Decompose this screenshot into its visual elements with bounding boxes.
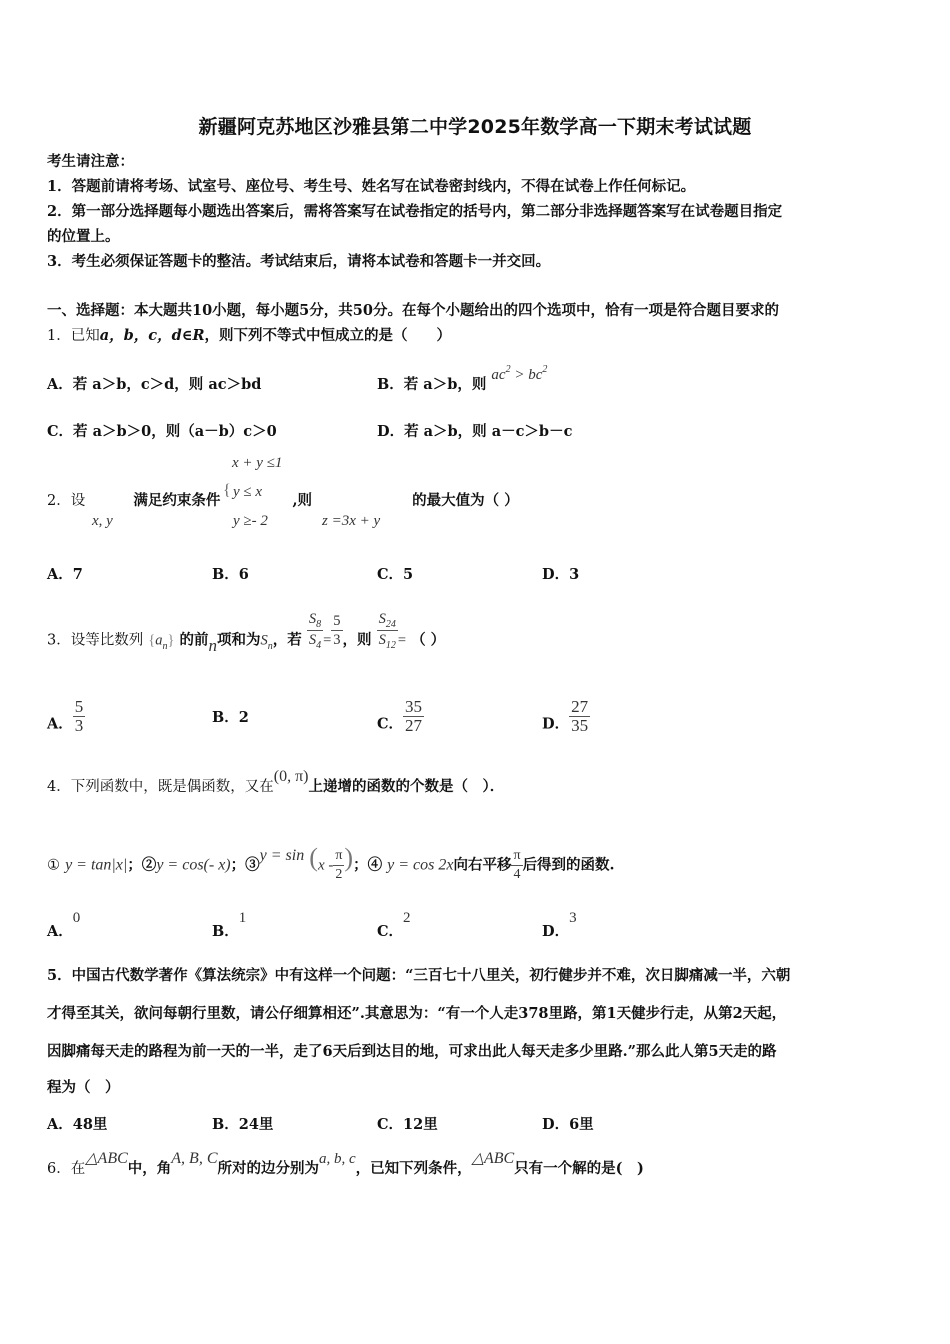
notice-item: 2．第一部分选择题每小题选出答案后，需将答案写在试卷指定的括号内，第二部分非选择题答案写在试卷题目指定 bbox=[47, 203, 783, 220]
variables: a，b，c，d∈R bbox=[99, 327, 205, 344]
option-d bbox=[542, 697, 590, 743]
option-label: C． bbox=[377, 715, 404, 733]
numerator: S bbox=[378, 611, 386, 627]
denominator: 4 bbox=[513, 867, 521, 882]
question-text: 上递增的函数的个数是（ ）． bbox=[308, 778, 505, 795]
math-term: ac bbox=[491, 367, 506, 383]
question-number: 3．设等比数列 bbox=[47, 632, 144, 649]
sequence-term: a bbox=[155, 632, 163, 649]
question-text: 的前 bbox=[179, 631, 209, 649]
question-text: 4．下列函数中，既是偶函数，又在 bbox=[47, 779, 274, 795]
separator: ；② bbox=[127, 856, 157, 874]
subscript: 12 bbox=[385, 640, 396, 651]
question-6-stem bbox=[47, 1150, 644, 1179]
brace-right-icon: } bbox=[167, 632, 175, 649]
circled-number: ① bbox=[47, 857, 60, 874]
question-text: 后得到的函数. bbox=[522, 856, 615, 874]
denominator: 3 bbox=[74, 716, 84, 735]
option-label: A． bbox=[47, 715, 73, 733]
question-text: （ ） bbox=[411, 631, 446, 649]
fraction bbox=[403, 698, 424, 735]
option-a: A．7 bbox=[47, 566, 83, 583]
denominator: S bbox=[378, 632, 386, 648]
denominator: 27 bbox=[405, 716, 423, 735]
constraint-2: y ≤ x bbox=[233, 484, 263, 500]
question-number: 2．设 bbox=[47, 493, 86, 509]
fraction bbox=[333, 847, 344, 884]
function-2: y = cos(- x) bbox=[156, 856, 231, 874]
fraction bbox=[511, 847, 522, 884]
question-text: ，则 bbox=[342, 631, 372, 649]
numerator: 5 bbox=[74, 697, 84, 716]
function-3: y = sin bbox=[259, 846, 305, 864]
question-text: ,则 bbox=[292, 492, 313, 509]
question-text: 的最大值为（ ） bbox=[412, 492, 519, 509]
option-label: B． bbox=[212, 923, 239, 940]
option-b: B．2 bbox=[212, 709, 249, 726]
option-c: C．12里 bbox=[377, 1116, 438, 1133]
section-heading: 一、选择题：本大题共10小题，每小题5分，共50分。在每个小题给出的四个选项中，恰有一项是符合题目要求的 bbox=[47, 302, 779, 319]
option-value: 2 bbox=[403, 910, 411, 926]
subscript: 4 bbox=[316, 640, 322, 651]
math-term: > bc bbox=[510, 367, 543, 383]
question-4-functions bbox=[47, 842, 615, 884]
question-5-line: 因脚痛每天走的路程为前一天的一半，走了6天后到达目的地，可求出此人每天走多少里路.”那么此人第5天走的路 bbox=[47, 1043, 777, 1060]
numerator: S bbox=[308, 611, 317, 627]
option-d: D．6里 bbox=[542, 1116, 594, 1133]
sides: a, b, c bbox=[318, 1151, 356, 1167]
option-c: C．5 bbox=[377, 566, 414, 583]
paren-right-icon: ) bbox=[344, 842, 354, 872]
option-b-math bbox=[491, 364, 548, 383]
page-title: 新疆阿克苏地区沙雅县第二中学2025年数学高一下期末考试试题 bbox=[198, 116, 752, 138]
fraction bbox=[377, 610, 398, 651]
separator: ；③ bbox=[230, 856, 260, 874]
option-b: B．24里 bbox=[212, 1116, 274, 1133]
numerator: π bbox=[511, 847, 522, 866]
denominator: S bbox=[308, 632, 317, 648]
subscript: 8 bbox=[316, 619, 322, 630]
function-3-arg: x - bbox=[317, 857, 334, 874]
question-5-line: 程为（ ） bbox=[47, 1079, 120, 1096]
question-5-line: 才得至其关，欲问每朝行里数，请公仔细算相还”.其意思为：“有一个人走378里路，第1天健步行走，从第2天起， bbox=[47, 1005, 787, 1022]
separator: ；④ bbox=[353, 856, 383, 874]
option-b bbox=[377, 364, 548, 394]
question-text: 满足约束条件 bbox=[133, 492, 221, 509]
brace-left-icon: { bbox=[148, 632, 156, 649]
objective-function: z =3x + y bbox=[322, 513, 381, 529]
subscript: n bbox=[267, 640, 273, 652]
question-text: 中，角 bbox=[127, 1160, 172, 1177]
fraction bbox=[73, 698, 86, 735]
question-5-line: 5．中国古代数学著作《算法统宗》中有这样一个问题：“三百七十八里关，初行健步并不难，次日脚痛减一半，六朝 bbox=[47, 967, 791, 984]
option-b bbox=[212, 910, 247, 941]
notice-item: 3．考生必须保证答题卡的整洁。考试结束后，请将本试卷和答题卡一并交回。 bbox=[47, 253, 551, 270]
option-value: 3 bbox=[569, 910, 577, 926]
brace-icon: { bbox=[223, 482, 231, 499]
option-d bbox=[542, 910, 577, 941]
question-text: 所对的边分别为 bbox=[217, 1160, 319, 1177]
option-label: D． bbox=[542, 715, 570, 733]
denominator: 35 bbox=[571, 716, 589, 735]
notice-heading: 考生请注意： bbox=[47, 153, 134, 170]
constraint-3: y ≥- 2 bbox=[233, 513, 268, 529]
triangle-symbol: △ABC bbox=[85, 1150, 128, 1167]
option-label: D． bbox=[542, 923, 570, 940]
numerator: 5 bbox=[333, 613, 341, 629]
subscript: 24 bbox=[385, 619, 396, 630]
denominator: 2 bbox=[335, 867, 343, 882]
option-d: D．若 a＞b，则 a－c＞b－c bbox=[377, 423, 573, 440]
equals-sign: = bbox=[397, 632, 407, 649]
question-text: 项和为 bbox=[217, 631, 261, 649]
function-1: y = tan|x| bbox=[65, 856, 128, 874]
option-c bbox=[377, 697, 424, 743]
equals-sign: = bbox=[323, 632, 332, 649]
numerator: 35 bbox=[405, 697, 423, 716]
variables: x, y bbox=[92, 513, 113, 529]
variable-n: n bbox=[208, 635, 218, 655]
fraction bbox=[331, 612, 342, 649]
numerator: π bbox=[333, 847, 344, 866]
option-label: C． bbox=[377, 923, 404, 940]
option-a bbox=[47, 697, 85, 743]
question-text: ，已知下列条件， bbox=[355, 1160, 472, 1177]
question-text: ，若 bbox=[272, 631, 302, 649]
notice-item: 的位置上。 bbox=[47, 228, 120, 245]
option-d: D．3 bbox=[542, 566, 580, 583]
question-text: 向右平移 bbox=[453, 856, 512, 874]
paren-left-icon: ( bbox=[309, 842, 318, 872]
option-b-text: B．若 a＞b，则 bbox=[377, 376, 487, 393]
sum-symbol: S bbox=[260, 632, 268, 649]
question-text: 只有一个解的是( ) bbox=[514, 1160, 644, 1177]
option-a: A．48里 bbox=[47, 1116, 108, 1133]
question-number: 6．在 bbox=[47, 1161, 86, 1177]
question-text: ，则下列不等式中恒成立的是（ ） bbox=[204, 327, 452, 344]
constraint-1: x + y ≤1 bbox=[232, 455, 283, 471]
angles: A, B, C bbox=[171, 1150, 218, 1167]
option-label: A． bbox=[47, 923, 73, 940]
triangle-symbol: △ABC bbox=[471, 1150, 515, 1167]
function-4: y = cos 2x bbox=[387, 856, 454, 874]
fraction bbox=[569, 698, 590, 735]
question-1-stem bbox=[47, 326, 451, 346]
exponent: 2 bbox=[542, 364, 548, 375]
option-c: C．若 a＞b＞0，则（a－b）c＞0 bbox=[47, 423, 277, 440]
question-2-stem bbox=[47, 491, 519, 511]
notice-item: 1．答题前请将考场、试室号、座位号、考生号、姓名写在试卷密封线内，不得在试卷上作任何标记。 bbox=[47, 178, 696, 195]
denominator: 3 bbox=[333, 632, 341, 648]
subscript: n bbox=[162, 640, 168, 652]
question-number: 1．已知 bbox=[47, 328, 100, 344]
question-3-stem bbox=[47, 611, 446, 661]
option-a: A．若 a＞b，c＞d，则 ac＞bd bbox=[47, 376, 262, 393]
option-b: B．6 bbox=[212, 566, 249, 583]
option-value: 1 bbox=[238, 910, 247, 926]
question-4-stem bbox=[47, 768, 505, 797]
option-a bbox=[47, 910, 81, 941]
option-value: 0 bbox=[72, 910, 81, 926]
option-c bbox=[377, 910, 411, 941]
exponent: 2 bbox=[505, 364, 511, 375]
fraction bbox=[307, 610, 323, 651]
numerator: 27 bbox=[571, 697, 589, 716]
interval: (0, π) bbox=[273, 768, 309, 785]
